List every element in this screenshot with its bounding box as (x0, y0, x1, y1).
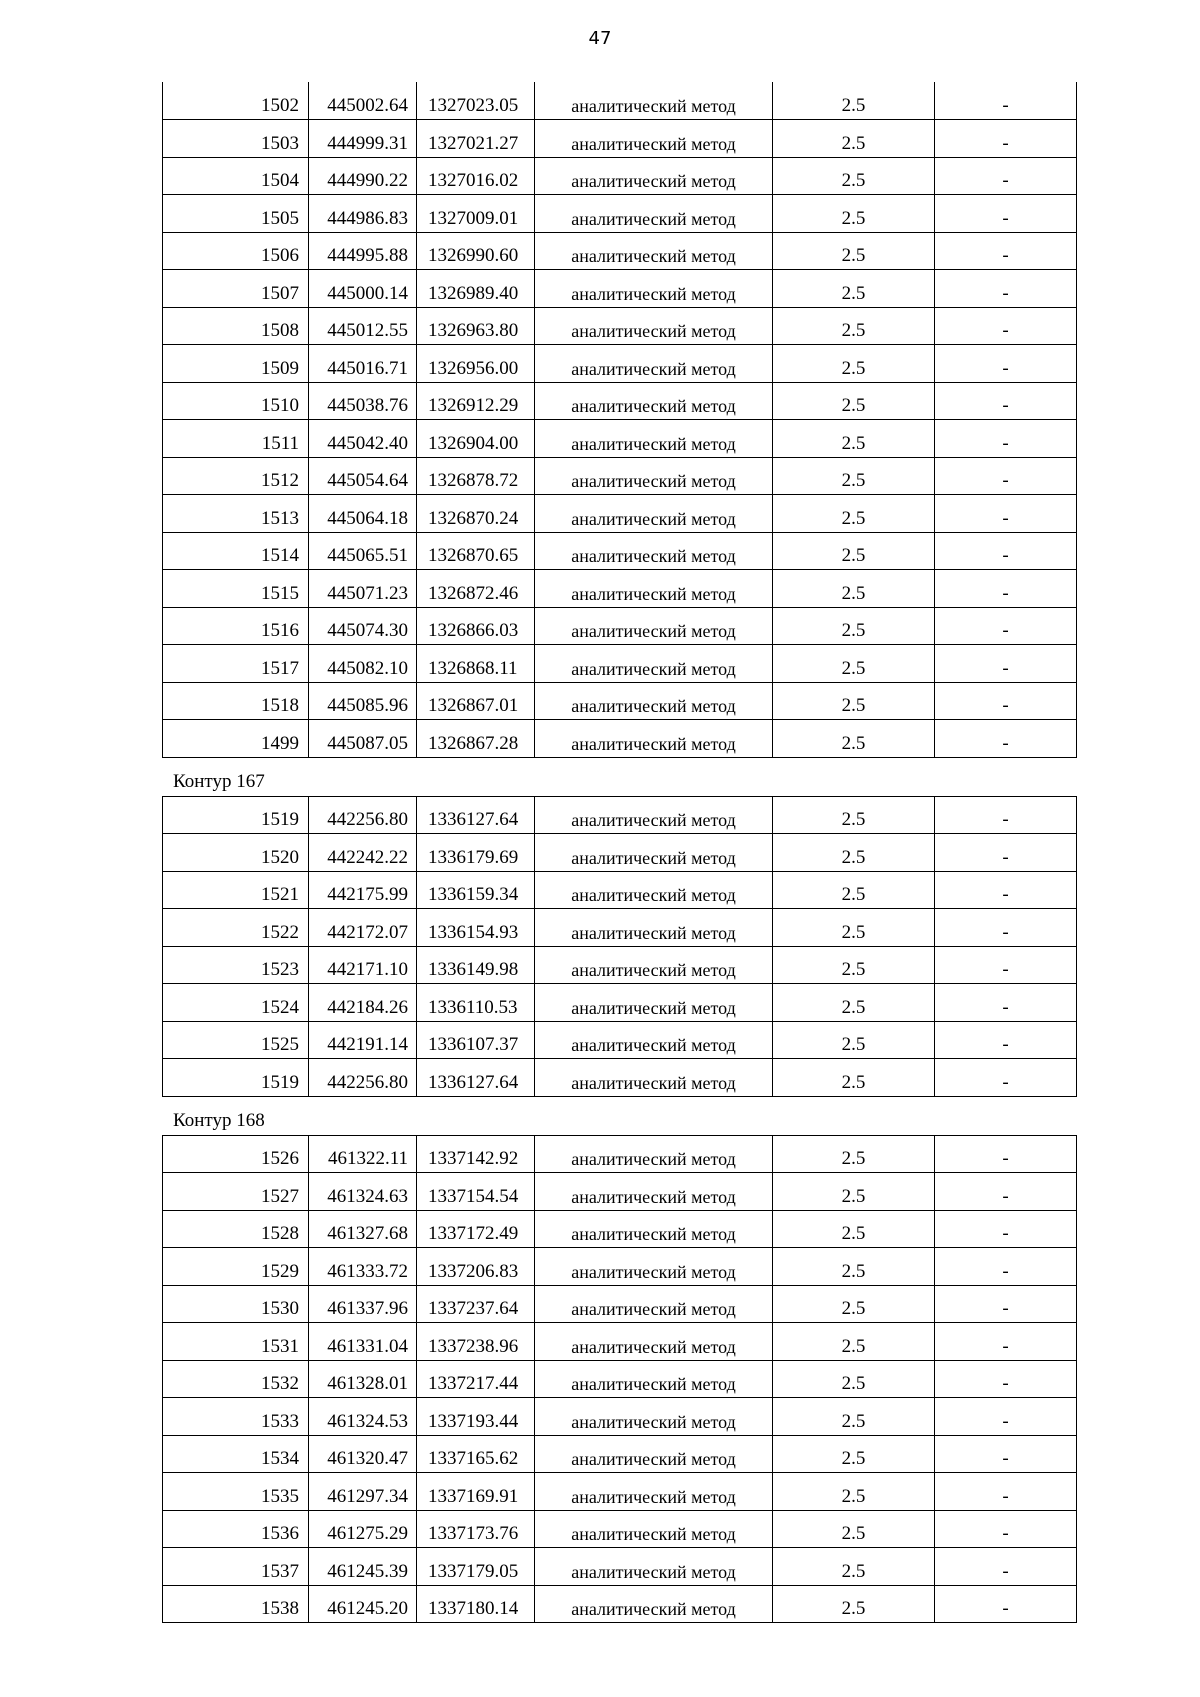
x-coordinate-cell: 461245.39 (309, 1548, 417, 1586)
x-coordinate-cell: 445002.64 (309, 82, 417, 120)
y-coordinate-cell: 1336110.53 (417, 984, 535, 1022)
point-number-cell: 1504 (163, 157, 309, 195)
x-coordinate-cell: 461275.29 (309, 1510, 417, 1548)
point-number-cell: 1534 (163, 1435, 309, 1473)
accuracy-cell: 2.5 (773, 307, 935, 345)
table-row (163, 1059, 1077, 1097)
coordinate-tables (162, 82, 1077, 1623)
accuracy-cell: 2.5 (773, 1323, 935, 1361)
description-cell: - (935, 1210, 1077, 1248)
coordinates-table (162, 1135, 1077, 1624)
accuracy-cell: 2.5 (773, 232, 935, 270)
description-cell: - (935, 682, 1077, 720)
accuracy-cell: 2.5 (773, 1473, 935, 1511)
y-coordinate-cell: 1326872.46 (417, 570, 535, 608)
description-cell: - (935, 345, 1077, 383)
x-coordinate-cell: 461327.68 (309, 1210, 417, 1248)
x-coordinate-cell: 461324.63 (309, 1173, 417, 1211)
page-number: 47 (588, 28, 612, 49)
x-coordinate-cell: 445012.55 (309, 307, 417, 345)
accuracy-cell: 2.5 (773, 195, 935, 233)
accuracy-cell: 2.5 (773, 1059, 935, 1097)
x-coordinate-cell: 444990.22 (309, 157, 417, 195)
coordinates-table (162, 796, 1077, 1097)
table-row (163, 1548, 1077, 1586)
y-coordinate-cell: 1326904.00 (417, 420, 535, 458)
y-coordinate-cell: 1326870.24 (417, 495, 535, 533)
point-number-cell: 1522 (163, 909, 309, 947)
accuracy-cell: 2.5 (773, 984, 935, 1022)
method-cell: аналитический метод (535, 532, 773, 570)
point-number-cell: 1508 (163, 307, 309, 345)
method-cell: аналитический метод (535, 307, 773, 345)
table-row (163, 232, 1077, 270)
method-cell: аналитический метод (535, 82, 773, 120)
accuracy-cell: 2.5 (773, 720, 935, 758)
description-cell: - (935, 1248, 1077, 1286)
table-row (163, 645, 1077, 683)
method-cell: аналитический метод (535, 1360, 773, 1398)
coordinates-table (162, 82, 1077, 758)
table-row (163, 495, 1077, 533)
method-cell: аналитический метод (535, 1473, 773, 1511)
y-coordinate-cell: 1336179.69 (417, 834, 535, 872)
y-coordinate-cell: 1337238.96 (417, 1323, 535, 1361)
x-coordinate-cell: 445074.30 (309, 607, 417, 645)
y-coordinate-cell: 1337165.62 (417, 1435, 535, 1473)
table-row (163, 1135, 1077, 1173)
table-row (163, 120, 1077, 158)
x-coordinate-cell: 442184.26 (309, 984, 417, 1022)
description-cell: - (935, 720, 1077, 758)
accuracy-cell: 2.5 (773, 682, 935, 720)
method-cell: аналитический метод (535, 1548, 773, 1586)
x-coordinate-cell: 444986.83 (309, 195, 417, 233)
y-coordinate-cell: 1326870.65 (417, 532, 535, 570)
method-cell: аналитический метод (535, 232, 773, 270)
y-coordinate-cell: 1326866.03 (417, 607, 535, 645)
method-cell: аналитический метод (535, 871, 773, 909)
y-coordinate-cell: 1337173.76 (417, 1510, 535, 1548)
point-number-cell: 1499 (163, 720, 309, 758)
method-cell: аналитический метод (535, 1248, 773, 1286)
table-row (163, 682, 1077, 720)
x-coordinate-cell: 442175.99 (309, 871, 417, 909)
point-number-cell: 1512 (163, 457, 309, 495)
table-row (163, 1323, 1077, 1361)
point-number-cell: 1513 (163, 495, 309, 533)
y-coordinate-cell: 1326867.01 (417, 682, 535, 720)
point-number-cell: 1525 (163, 1021, 309, 1059)
accuracy-cell: 2.5 (773, 495, 935, 533)
x-coordinate-cell: 444999.31 (309, 120, 417, 158)
point-number-cell: 1510 (163, 382, 309, 420)
accuracy-cell: 2.5 (773, 909, 935, 947)
y-coordinate-cell: 1326868.11 (417, 645, 535, 683)
description-cell: - (935, 232, 1077, 270)
description-cell: - (935, 607, 1077, 645)
method-cell: аналитический метод (535, 195, 773, 233)
point-number-cell: 1521 (163, 871, 309, 909)
point-number-cell: 1537 (163, 1548, 309, 1586)
point-number-cell: 1532 (163, 1360, 309, 1398)
method-cell: аналитический метод (535, 984, 773, 1022)
accuracy-cell: 2.5 (773, 382, 935, 420)
y-coordinate-cell: 1327016.02 (417, 157, 535, 195)
description-cell: - (935, 1473, 1077, 1511)
accuracy-cell: 2.5 (773, 157, 935, 195)
method-cell: аналитический метод (535, 495, 773, 533)
description-cell: - (935, 1548, 1077, 1586)
x-coordinate-cell: 461333.72 (309, 1248, 417, 1286)
point-number-cell: 1526 (163, 1135, 309, 1173)
table-row (163, 946, 1077, 984)
y-coordinate-cell: 1327023.05 (417, 82, 535, 120)
x-coordinate-cell: 445016.71 (309, 345, 417, 383)
table-row (163, 834, 1077, 872)
accuracy-cell: 2.5 (773, 457, 935, 495)
description-cell: - (935, 1135, 1077, 1173)
description-cell: - (935, 82, 1077, 120)
point-number-cell: 1505 (163, 195, 309, 233)
table-row (163, 1285, 1077, 1323)
description-cell: - (935, 1059, 1077, 1097)
description-cell: - (935, 157, 1077, 195)
x-coordinate-cell: 445071.23 (309, 570, 417, 608)
x-coordinate-cell: 445087.05 (309, 720, 417, 758)
method-cell: аналитический метод (535, 720, 773, 758)
accuracy-cell: 2.5 (773, 645, 935, 683)
point-number-cell: 1536 (163, 1510, 309, 1548)
point-number-cell: 1529 (163, 1248, 309, 1286)
point-number-cell: 1519 (163, 796, 309, 834)
description-cell: - (935, 1585, 1077, 1623)
point-number-cell: 1531 (163, 1323, 309, 1361)
y-coordinate-cell: 1326912.29 (417, 382, 535, 420)
x-coordinate-cell: 445082.10 (309, 645, 417, 683)
y-coordinate-cell: 1336107.37 (417, 1021, 535, 1059)
y-coordinate-cell: 1337179.05 (417, 1548, 535, 1586)
point-number-cell: 1516 (163, 607, 309, 645)
y-coordinate-cell: 1326963.80 (417, 307, 535, 345)
table-row (163, 1248, 1077, 1286)
accuracy-cell: 2.5 (773, 570, 935, 608)
accuracy-cell: 2.5 (773, 1510, 935, 1548)
point-number-cell: 1502 (163, 82, 309, 120)
description-cell: - (935, 984, 1077, 1022)
description-cell: - (935, 1285, 1077, 1323)
accuracy-cell: 2.5 (773, 1548, 935, 1586)
point-number-cell: 1518 (163, 682, 309, 720)
point-number-cell: 1514 (163, 532, 309, 570)
accuracy-cell: 2.5 (773, 532, 935, 570)
description-cell: - (935, 946, 1077, 984)
description-cell: - (935, 1435, 1077, 1473)
y-coordinate-cell: 1337237.64 (417, 1285, 535, 1323)
accuracy-cell: 2.5 (773, 1360, 935, 1398)
method-cell: аналитический метод (535, 645, 773, 683)
table-row (163, 1173, 1077, 1211)
table-row (163, 382, 1077, 420)
method-cell: аналитический метод (535, 420, 773, 458)
y-coordinate-cell: 1337154.54 (417, 1173, 535, 1211)
method-cell: аналитический метод (535, 1398, 773, 1436)
table-row (163, 457, 1077, 495)
accuracy-cell: 2.5 (773, 796, 935, 834)
method-cell: аналитический метод (535, 1585, 773, 1623)
method-cell: аналитический метод (535, 1021, 773, 1059)
point-number-cell: 1520 (163, 834, 309, 872)
point-number-cell: 1538 (163, 1585, 309, 1623)
description-cell: - (935, 382, 1077, 420)
description-cell: - (935, 1021, 1077, 1059)
table-row (163, 607, 1077, 645)
accuracy-cell: 2.5 (773, 1585, 935, 1623)
method-cell: аналитический метод (535, 682, 773, 720)
y-coordinate-cell: 1337217.44 (417, 1360, 535, 1398)
description-cell: - (935, 307, 1077, 345)
description-cell: - (935, 1510, 1077, 1548)
accuracy-cell: 2.5 (773, 345, 935, 383)
accuracy-cell: 2.5 (773, 946, 935, 984)
x-coordinate-cell: 461320.47 (309, 1435, 417, 1473)
method-cell: аналитический метод (535, 1210, 773, 1248)
table-row (163, 1210, 1077, 1248)
description-cell: - (935, 1173, 1077, 1211)
point-number-cell: 1507 (163, 270, 309, 308)
description-cell: - (935, 532, 1077, 570)
method-cell: аналитический метод (535, 834, 773, 872)
accuracy-cell: 2.5 (773, 834, 935, 872)
x-coordinate-cell: 445085.96 (309, 682, 417, 720)
description-cell: - (935, 1360, 1077, 1398)
accuracy-cell: 2.5 (773, 270, 935, 308)
description-cell: - (935, 796, 1077, 834)
method-cell: аналитический метод (535, 1510, 773, 1548)
description-cell: - (935, 270, 1077, 308)
accuracy-cell: 2.5 (773, 82, 935, 120)
y-coordinate-cell: 1336127.64 (417, 796, 535, 834)
table-row (163, 307, 1077, 345)
accuracy-cell: 2.5 (773, 1135, 935, 1173)
table-row (163, 270, 1077, 308)
method-cell: аналитический метод (535, 1435, 773, 1473)
y-coordinate-cell: 1337172.49 (417, 1210, 535, 1248)
y-coordinate-cell: 1326956.00 (417, 345, 535, 383)
table-row (163, 796, 1077, 834)
table-row (163, 1585, 1077, 1623)
point-number-cell: 1517 (163, 645, 309, 683)
description-cell: - (935, 834, 1077, 872)
description-cell: - (935, 871, 1077, 909)
accuracy-cell: 2.5 (773, 1173, 935, 1211)
method-cell: аналитический метод (535, 457, 773, 495)
point-number-cell: 1506 (163, 232, 309, 270)
table-row (163, 157, 1077, 195)
method-cell: аналитический метод (535, 270, 773, 308)
description-cell: - (935, 645, 1077, 683)
contour-title: Контур 167 (173, 770, 265, 792)
table-row (163, 909, 1077, 947)
y-coordinate-cell: 1337169.91 (417, 1473, 535, 1511)
table-row (163, 532, 1077, 570)
y-coordinate-cell: 1336159.34 (417, 871, 535, 909)
point-number-cell: 1511 (163, 420, 309, 458)
method-cell: аналитический метод (535, 120, 773, 158)
accuracy-cell: 2.5 (773, 607, 935, 645)
accuracy-cell: 2.5 (773, 1398, 935, 1436)
x-coordinate-cell: 445042.40 (309, 420, 417, 458)
x-coordinate-cell: 461328.01 (309, 1360, 417, 1398)
method-cell: аналитический метод (535, 1285, 773, 1323)
y-coordinate-cell: 1326990.60 (417, 232, 535, 270)
point-number-cell: 1530 (163, 1285, 309, 1323)
table-row (163, 720, 1077, 758)
table-row (163, 420, 1077, 458)
description-cell: - (935, 420, 1077, 458)
x-coordinate-cell: 461337.96 (309, 1285, 417, 1323)
x-coordinate-cell: 461322.11 (309, 1135, 417, 1173)
table-row (163, 1021, 1077, 1059)
x-coordinate-cell: 461324.53 (309, 1398, 417, 1436)
method-cell: аналитический метод (535, 1059, 773, 1097)
accuracy-cell: 2.5 (773, 871, 935, 909)
description-cell: - (935, 195, 1077, 233)
x-coordinate-cell: 445065.51 (309, 532, 417, 570)
method-cell: аналитический метод (535, 345, 773, 383)
x-coordinate-cell: 445054.64 (309, 457, 417, 495)
accuracy-cell: 2.5 (773, 120, 935, 158)
x-coordinate-cell: 445064.18 (309, 495, 417, 533)
x-coordinate-cell: 461245.20 (309, 1585, 417, 1623)
x-coordinate-cell: 461297.34 (309, 1473, 417, 1511)
y-coordinate-cell: 1336149.98 (417, 946, 535, 984)
table-row (163, 871, 1077, 909)
table-row (163, 984, 1077, 1022)
description-cell: - (935, 1398, 1077, 1436)
x-coordinate-cell: 444995.88 (309, 232, 417, 270)
description-cell: - (935, 495, 1077, 533)
y-coordinate-cell: 1337180.14 (417, 1585, 535, 1623)
method-cell: аналитический метод (535, 1173, 773, 1211)
table-row (163, 1510, 1077, 1548)
table-row (163, 82, 1077, 120)
table-row (163, 195, 1077, 233)
method-cell: аналитический метод (535, 1135, 773, 1173)
point-number-cell: 1533 (163, 1398, 309, 1436)
table-row (163, 1360, 1077, 1398)
table-row (163, 1435, 1077, 1473)
x-coordinate-cell: 442191.14 (309, 1021, 417, 1059)
description-cell: - (935, 909, 1077, 947)
description-cell: - (935, 1323, 1077, 1361)
method-cell: аналитический метод (535, 607, 773, 645)
y-coordinate-cell: 1326989.40 (417, 270, 535, 308)
x-coordinate-cell: 442256.80 (309, 796, 417, 834)
method-cell: аналитический метод (535, 157, 773, 195)
x-coordinate-cell: 445038.76 (309, 382, 417, 420)
table-row (163, 1473, 1077, 1511)
method-cell: аналитический метод (535, 1323, 773, 1361)
y-coordinate-cell: 1336127.64 (417, 1059, 535, 1097)
point-number-cell: 1509 (163, 345, 309, 383)
x-coordinate-cell: 445000.14 (309, 270, 417, 308)
table-row (163, 570, 1077, 608)
x-coordinate-cell: 442171.10 (309, 946, 417, 984)
method-cell: аналитический метод (535, 909, 773, 947)
x-coordinate-cell: 442242.22 (309, 834, 417, 872)
description-cell: - (935, 120, 1077, 158)
y-coordinate-cell: 1326878.72 (417, 457, 535, 495)
accuracy-cell: 2.5 (773, 420, 935, 458)
description-cell: - (935, 570, 1077, 608)
point-number-cell: 1515 (163, 570, 309, 608)
y-coordinate-cell: 1326867.28 (417, 720, 535, 758)
point-number-cell: 1519 (163, 1059, 309, 1097)
method-cell: аналитический метод (535, 382, 773, 420)
x-coordinate-cell: 442172.07 (309, 909, 417, 947)
accuracy-cell: 2.5 (773, 1285, 935, 1323)
point-number-cell: 1535 (163, 1473, 309, 1511)
x-coordinate-cell: 442256.80 (309, 1059, 417, 1097)
method-cell: аналитический метод (535, 946, 773, 984)
contour-title: Контур 168 (173, 1109, 265, 1131)
accuracy-cell: 2.5 (773, 1210, 935, 1248)
y-coordinate-cell: 1327009.01 (417, 195, 535, 233)
y-coordinate-cell: 1336154.93 (417, 909, 535, 947)
point-number-cell: 1527 (163, 1173, 309, 1211)
point-number-cell: 1523 (163, 946, 309, 984)
y-coordinate-cell: 1337193.44 (417, 1398, 535, 1436)
point-number-cell: 1503 (163, 120, 309, 158)
x-coordinate-cell: 461331.04 (309, 1323, 417, 1361)
table-row (163, 345, 1077, 383)
point-number-cell: 1528 (163, 1210, 309, 1248)
method-cell: аналитический метод (535, 796, 773, 834)
method-cell: аналитический метод (535, 570, 773, 608)
point-number-cell: 1524 (163, 984, 309, 1022)
accuracy-cell: 2.5 (773, 1248, 935, 1286)
y-coordinate-cell: 1327021.27 (417, 120, 535, 158)
accuracy-cell: 2.5 (773, 1435, 935, 1473)
accuracy-cell: 2.5 (773, 1021, 935, 1059)
y-coordinate-cell: 1337142.92 (417, 1135, 535, 1173)
table-row (163, 1398, 1077, 1436)
description-cell: - (935, 457, 1077, 495)
y-coordinate-cell: 1337206.83 (417, 1248, 535, 1286)
